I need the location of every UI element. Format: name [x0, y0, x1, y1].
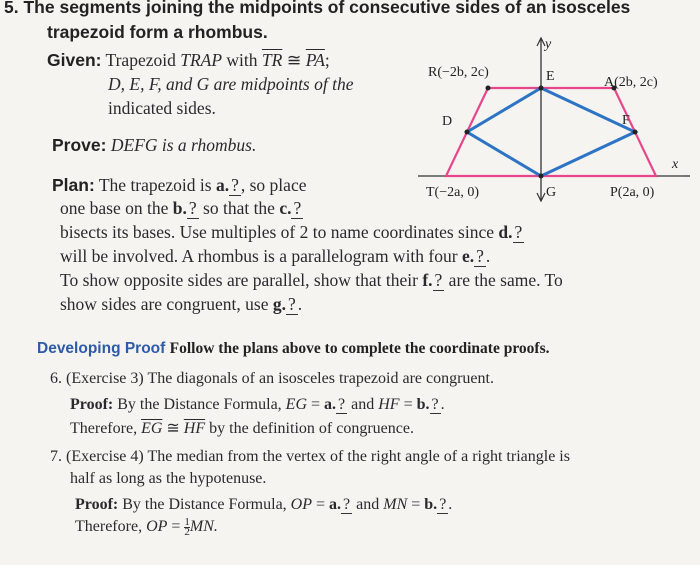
plan-line3: bisects its bases. Use multiples of 2 to name coordinates since d. ? — [60, 222, 523, 242]
rhombus-DEFG — [467, 88, 635, 176]
trapezoid-TRAP — [446, 88, 656, 176]
one-half-fraction: $\frac{1}{2}$ — [184, 516, 190, 538]
given-line2: D, E, F, and G are midpoints of the — [108, 74, 354, 94]
blank-7a[interactable]: ? — [343, 496, 351, 513]
blank-f[interactable]: ? — [434, 270, 443, 290]
blank-d[interactable]: ? — [514, 222, 523, 242]
label-R: R(−2b, 2c) — [428, 65, 489, 80]
problem-number: 5. — [4, 0, 19, 17]
problem-6-therefore: Therefore, $\overline{EG}$ ≅ $\overline{HF}$ by the definition of congruence. — [70, 420, 414, 437]
problem-7-proof-line: Proof: By the Distance Formula, OP = a. ? and MN = b. ? . — [75, 496, 453, 513]
problem-6-proof-line: Proof: By the Distance Formula, EG = a. ? and HF = b. ? . — [70, 396, 445, 413]
plan-line5: To show opposite sides are parallel, show that their f. ? are the same. To — [60, 270, 563, 290]
given-line3: indicated sides. — [108, 98, 216, 118]
blank-6b[interactable]: ? — [431, 396, 439, 413]
plan-label: Plan: — [52, 175, 95, 195]
label-D: D — [442, 114, 453, 129]
blank-a[interactable]: ? — [231, 175, 239, 195]
developing-proof-instruction: Follow the plans above to complete the coordinate proofs. — [169, 340, 550, 357]
point-E — [539, 86, 544, 91]
label-E: E — [546, 69, 555, 84]
label-G: G — [546, 185, 557, 200]
point-R — [486, 86, 491, 91]
label-x: x — [672, 157, 679, 172]
label-F: F — [622, 113, 630, 128]
point-G — [539, 174, 544, 179]
prove-label: Prove: — [52, 135, 107, 155]
problem-5-title-line1: 5. The segments joining the midpoints of consecutive sides of an isosceles — [4, 0, 630, 18]
blank-b[interactable]: ? — [188, 198, 197, 218]
problem-6-statement: 6. (Exercise 3) The diagonals of an isosceles trapezoid are congruent. — [50, 370, 494, 387]
prove-line: Prove: DEFG is a rhombus. — [52, 135, 257, 155]
plan-line4: will be involved. A rhombus is a parallelogram with four e. ? . — [60, 246, 491, 266]
developing-proof-heading: Developing Proof Follow the plans above to complete the coordinate proofs. — [37, 340, 550, 357]
label-y: y — [545, 37, 552, 52]
point-D — [465, 130, 470, 135]
point-F — [633, 130, 638, 135]
given-label: Given: — [47, 50, 102, 70]
plan-line6: show sides are congruent, use g. ? . — [60, 294, 303, 314]
plan-line2: one base on the b. ? so that the c. ? — [60, 198, 302, 218]
label-P: P(2a, 0) — [610, 185, 655, 200]
blank-g[interactable]: ? — [288, 294, 296, 314]
problem-7-number: 7. — [50, 448, 62, 465]
blank-e[interactable]: ? — [476, 246, 484, 266]
problem-7-statement-line2: half as long as the hypotenuse. — [70, 470, 267, 487]
coordinate-diagram — [418, 36, 700, 206]
blank-c[interactable]: ? — [293, 198, 302, 218]
problem-7-therefore: Therefore, OP = $\frac{1}{2}$ MN. — [75, 516, 218, 538]
problem-5-title-line2: trapezoid form a rhombus. — [47, 22, 268, 42]
given-line1: Given: Trapezoid TRAP with $\overline{TR}$ ≅ $\overline{PA}$; — [47, 50, 330, 70]
plan-line1: Plan: The trapezoid is a. ? , so place — [52, 175, 307, 195]
label-T: T(−2a, 0) — [426, 185, 479, 200]
problem-6-number: 6. — [50, 370, 62, 387]
blank-7b[interactable]: ? — [439, 496, 447, 513]
problem-7-statement-line1: 7. (Exercise 4) The median from the vertex of the right angle of a right triangle is — [50, 448, 570, 465]
blank-6a[interactable]: ? — [338, 396, 346, 413]
label-A: A(2b, 2c) — [604, 75, 658, 90]
